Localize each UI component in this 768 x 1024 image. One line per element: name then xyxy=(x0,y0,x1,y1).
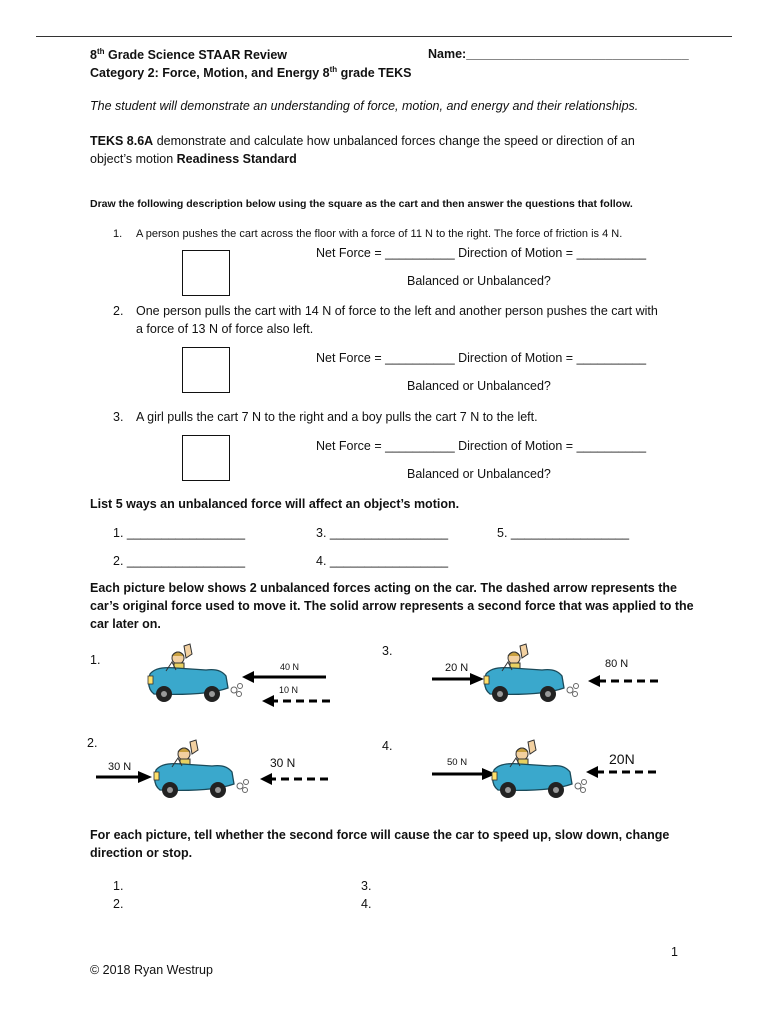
problem-number: 3. xyxy=(113,410,124,424)
picture-number: 1. xyxy=(90,653,101,667)
teks-line-2: object’s motion Readiness Standard xyxy=(90,152,297,166)
car-illustration xyxy=(482,634,582,716)
category-title: Category 2: Force, Motion, and Energy 8th grade TEKS xyxy=(90,65,412,81)
list-blank[interactable]: 3. _________________ xyxy=(316,526,449,540)
pictures-intro: car’s original force used to move it. The solid arrow represents a second force that was applied to the xyxy=(90,599,694,613)
problem-number: 1. xyxy=(113,228,123,240)
net-force-line[interactable]: Net Force = __________ Direction of Motion = __________ xyxy=(316,246,647,260)
intro-text: The student will demonstrate an understanding of force, motion, and energy and their relationships. xyxy=(90,99,639,113)
net-force-line[interactable]: Net Force = __________ Direction of Motion = __________ xyxy=(316,351,647,365)
worksheet-title: 8th Grade Science STAAR Review xyxy=(90,47,287,63)
problem-text: One person pulls the cart with 14 N of force to the left and another person pushes the cart with xyxy=(136,304,658,318)
instruction-text: Draw the following description below using the square as the cart and then answer the questions that follow. xyxy=(90,198,633,210)
cart-drawing-box[interactable] xyxy=(182,250,230,296)
dashed-arrow-left xyxy=(584,765,658,779)
problem-text-cont: a force of 13 N of force also left. xyxy=(136,322,314,336)
page-number: 1 xyxy=(671,945,678,959)
top-rule xyxy=(36,36,732,37)
teks-line-1: TEKS 8.6A demonstrate and calculate how unbalanced forces change the speed or direction of an xyxy=(90,134,635,148)
solid-arrow-label: 30 N xyxy=(108,761,132,773)
list-blank[interactable]: 1. _________________ xyxy=(113,526,246,540)
pictures-intro: car later on. xyxy=(90,617,161,631)
balanced-question: Balanced or Unbalanced? xyxy=(407,379,551,393)
solid-arrow-right xyxy=(430,767,498,781)
answer-slot[interactable]: 3. xyxy=(361,879,372,893)
dashed-arrow-left xyxy=(258,772,330,786)
for-each-text: direction or stop. xyxy=(90,846,193,860)
list-blank[interactable]: 4. _________________ xyxy=(316,554,449,568)
problem-number: 2. xyxy=(113,304,124,318)
dashed-arrow-label: 10 N xyxy=(279,685,299,695)
list-title: List 5 ways an unbalanced force will affect an object’s motion. xyxy=(90,497,460,511)
picture-number: 2. xyxy=(87,736,98,750)
name-field[interactable]: Name:________________________________ xyxy=(428,47,689,61)
car-illustration xyxy=(490,730,590,812)
problem-text: A girl pulls the cart 7 N to the right and a boy pulls the cart 7 N to the left. xyxy=(136,410,538,424)
balanced-question: Balanced or Unbalanced? xyxy=(407,274,551,288)
balanced-question: Balanced or Unbalanced? xyxy=(407,467,551,481)
list-blank[interactable]: 2. _________________ xyxy=(113,554,246,568)
solid-arrow-label: 20 N xyxy=(445,662,469,674)
dashed-arrow-left xyxy=(586,674,660,688)
answer-slot[interactable]: 2. xyxy=(113,897,124,911)
copyright: © 2018 Ryan Westrup xyxy=(90,963,213,977)
dashed-arrow-label: 30 N xyxy=(270,756,296,770)
solid-arrow-left xyxy=(240,670,330,684)
picture-number: 3. xyxy=(382,644,393,658)
for-each-text: For each picture, tell whether the second force will cause the car to speed up, slow down, change xyxy=(90,828,670,842)
solid-arrow-right xyxy=(94,770,154,784)
cart-drawing-box[interactable] xyxy=(182,347,230,393)
answer-slot[interactable]: 4. xyxy=(361,897,372,911)
solid-arrow-label: 50 N xyxy=(447,757,468,768)
dashed-arrow-label: 80 N xyxy=(605,658,629,670)
list-blank[interactable]: 5. _________________ xyxy=(497,526,630,540)
picture-number: 4. xyxy=(382,739,393,753)
car-illustration xyxy=(146,634,246,716)
answer-slot[interactable]: 1. xyxy=(113,879,124,893)
problem-text: A person pushes the cart across the floor with a force of 11 N to the right. The force of friction is 4 N. xyxy=(136,228,623,240)
cart-drawing-box[interactable] xyxy=(182,435,230,481)
net-force-line[interactable]: Net Force = __________ Direction of Motion = __________ xyxy=(316,439,647,453)
solid-arrow-right xyxy=(430,672,486,686)
pictures-intro: Each picture below shows 2 unbalanced forces acting on the car. The dashed arrow represents the xyxy=(90,581,677,595)
dashed-arrow-left xyxy=(260,694,332,708)
car-illustration xyxy=(152,730,252,812)
dashed-arrow-label: 20N xyxy=(609,751,635,767)
solid-arrow-label: 40 N xyxy=(280,662,300,672)
